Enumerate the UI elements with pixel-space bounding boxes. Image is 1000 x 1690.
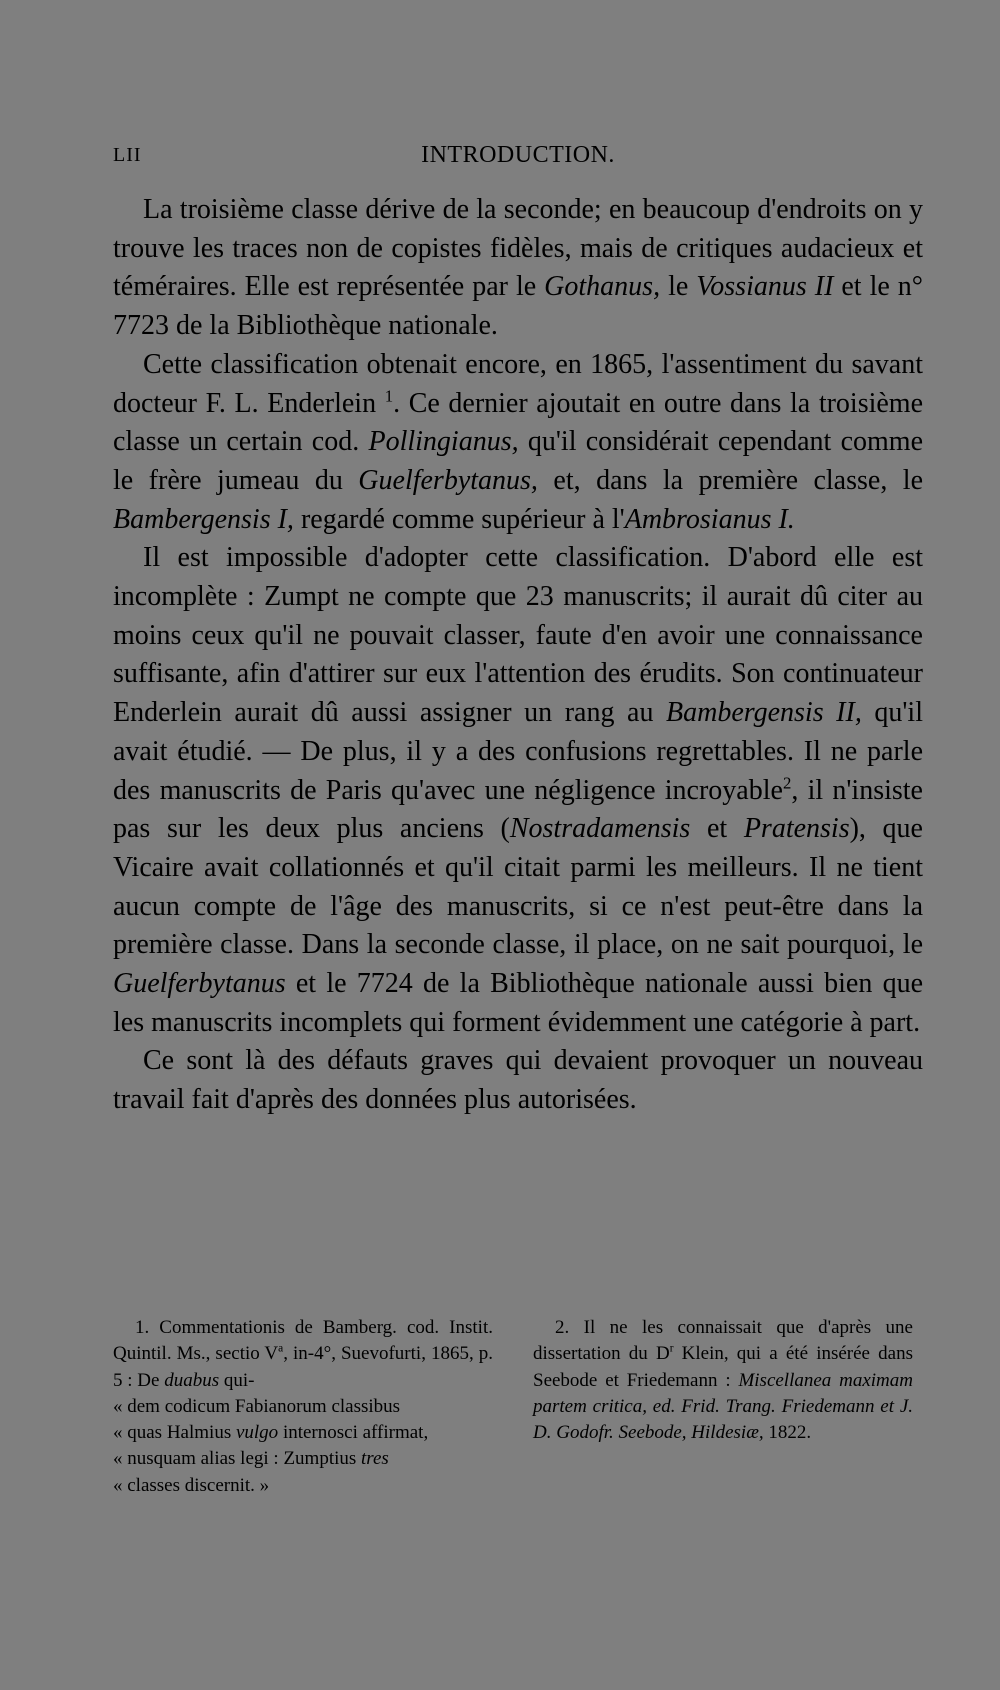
italic-run: vulgo: [235, 1422, 279, 1444]
italic-run: Miscellanea maximam partem critica, ed. Frid. Trang. Friedemann et J. D. Godofr. Seebode, Hildesiæ,: [533, 1369, 914, 1444]
text-run: 1822.: [763, 1422, 812, 1444]
text-run: Ce sont là des défauts graves qui devaient provoquer un nouveau travail fait d'après des données plus autorisées.: [113, 1045, 923, 1116]
paragraph-1: [113, 191, 923, 346]
italic-run: Pratensis: [743, 813, 850, 845]
text-run: internosci affirmat,: [278, 1422, 429, 1444]
italic-run: Bambergensis I,: [113, 503, 294, 535]
text-run: , in-4°, Suevofurti, 1865, p. 5 : De: [113, 1343, 493, 1391]
text-run: qui-: [219, 1369, 255, 1391]
text-run: et le n° 7723 de la Bibliothèque nationale.: [113, 271, 923, 342]
text-run: Klein, qui a été insérée dans Seebode et Friedemann :: [533, 1343, 913, 1391]
footnote-1: [113, 1315, 493, 1499]
text-run: Il est impossible d'adopter cette classification. D'abord elle est incomplète : Zumpt ne compte que 23 manuscrits; il aurait dû citer au moins ceux qu'il ne pouvait classer, faute d'en avoir une connaissance suffisante, afin d'attirer sur eux l'attention des érudits. Son continuateur Enderlein aurait dû aussi assigner un rang au: [113, 542, 923, 729]
paragraph-4: [113, 1042, 923, 1119]
footnote-2-text: [533, 1315, 913, 1446]
text-run: le: [660, 271, 697, 303]
quote-line: « classes discernit. »: [113, 1474, 270, 1496]
page-number: LII: [113, 144, 142, 166]
superscript: a: [278, 1342, 284, 1355]
italic-run: duabus: [164, 1369, 220, 1391]
text-run: 2. Il ne les connaissait que d'après une dissertation du D: [533, 1317, 913, 1365]
quote-line: [113, 1420, 493, 1446]
text-run: 1. Commentationis de Bamberg. cod. Instit. Quintil. Ms., sectio V: [113, 1317, 493, 1365]
italic-run: Guelferbytanus,: [358, 464, 538, 496]
footnote-1-text: [113, 1315, 493, 1499]
italic-run: Bambergensis II,: [666, 697, 862, 729]
text-run: « quas Halmius: [113, 1422, 236, 1444]
italic-run: Vossianus II: [696, 271, 834, 303]
text-run: , il n'insiste pas sur les deux plus anciens (: [113, 774, 923, 845]
main-text: [113, 191, 923, 1120]
text-run: qu'il considérait cependant comme le frère jumeau du: [113, 426, 923, 496]
quote-line: « dem codicum Fabianorum classibus: [113, 1395, 401, 1417]
italic-run: Guelferbytanus: [113, 968, 286, 1000]
page-header: [113, 140, 923, 170]
paragraph-3: [113, 539, 923, 1042]
text-run: « nusquam alias legi : Zumptius: [113, 1448, 362, 1470]
text-run: ), que Vicaire avait collationnés et qu'il citait parmi les meilleurs. Il ne tient aucun compte de l'âge des manuscrits, si ce n'est peut-être dans la première classe. Dans la seconde classe, il place, on ne sait pourquoi, le: [113, 813, 923, 961]
text-run: . Ce dernier ajoutait en outre dans la troisième classe un certain cod.: [113, 387, 924, 458]
running-title: INTRODUCTION.: [421, 142, 615, 168]
paragraph-2: [113, 346, 923, 540]
text-run: et le 7724 de la Bibliothèque nationale aussi bien que les manuscrits incomplets qui forment évidemment une catégorie à part.: [113, 968, 923, 1038]
footnote-2: [533, 1315, 913, 1446]
italic-run: tres: [361, 1448, 389, 1470]
italic-run: Gothanus,: [544, 271, 661, 303]
text-run: et, dans la première classe, le: [537, 464, 923, 496]
text-run: et: [690, 813, 744, 845]
footnote-ref-1[interactable]: 1: [384, 386, 394, 406]
text-run: Cette classification obtenait encore, en 1865, l'assentiment du savant docteur F. L. Enderlein: [113, 348, 923, 419]
italic-run: Pollingianus,: [368, 426, 519, 458]
text-run: qu'il avait étudié. — De plus, il y a des confusions regrettables. Il ne parle des manuscrits de Paris qu'avec une négligence incroyable: [113, 697, 923, 806]
italic-run: Nostradamensis: [509, 813, 691, 845]
quote-line: [113, 1446, 493, 1472]
text-run: regardé comme supérieur à l': [293, 503, 625, 535]
text-run: La troisième classe dérive de la seconde; en beaucoup d'endroits on y trouve les traces non de copistes fidèles, mais de critiques audacieux et téméraires. Elle est représentée par le: [113, 194, 923, 303]
italic-run: Ambrosianus I.: [624, 503, 795, 535]
footnote-ref-2[interactable]: 2: [782, 773, 792, 793]
superscript: r: [669, 1342, 674, 1355]
